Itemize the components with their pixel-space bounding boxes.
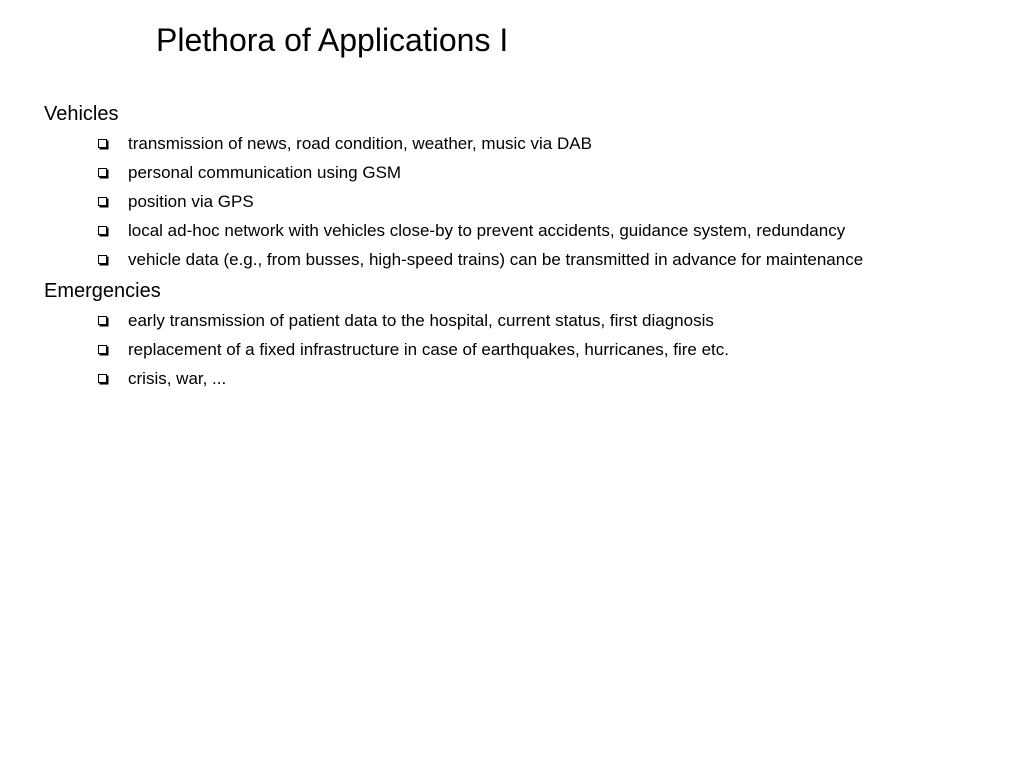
square-bullet-icon — [98, 139, 107, 148]
list-item — [44, 338, 984, 362]
square-bullet-icon — [98, 345, 107, 354]
square-bullet-icon — [98, 226, 107, 235]
list-item — [44, 367, 984, 391]
slide-title: Plethora of Applications I — [156, 22, 509, 58]
section-heading: Emergencies — [44, 280, 161, 302]
list-item — [44, 309, 984, 333]
list-item-text: personal communication using GSM — [128, 163, 402, 182]
list-item-text: vehicle data (e.g., from busses, high-speed trains) can be transmitted in advance for maintenance — [128, 250, 864, 269]
list-item-text: replacement of a fixed infrastructure in case of earthquakes, hurricanes, fire etc. — [128, 340, 729, 359]
list-item — [44, 132, 984, 156]
square-bullet-icon — [98, 255, 107, 264]
list-item — [44, 190, 984, 214]
section-vehicles — [44, 100, 984, 272]
list-item — [44, 248, 984, 272]
list-item-text: crisis, war, ... — [128, 369, 227, 388]
list-item — [44, 219, 984, 243]
square-bullet-icon — [98, 374, 107, 383]
list-item-text: early transmission of patient data to the hospital, current status, first diagnosis — [128, 311, 714, 330]
bullet-list — [44, 309, 984, 391]
bullet-list — [44, 132, 984, 272]
square-bullet-icon — [98, 197, 107, 206]
list-item-text: transmission of news, road condition, weather, music via DAB — [128, 134, 592, 153]
slide-content — [44, 100, 984, 396]
section-heading: Vehicles — [44, 103, 119, 125]
list-item-text: local ad-hoc network with vehicles close-by to prevent accidents, guidance system, redundancy — [128, 221, 846, 240]
section-emergencies — [44, 277, 984, 391]
list-item-text: position via GPS — [128, 192, 254, 211]
list-item — [44, 161, 984, 185]
square-bullet-icon — [98, 316, 107, 325]
square-bullet-icon — [98, 168, 107, 177]
